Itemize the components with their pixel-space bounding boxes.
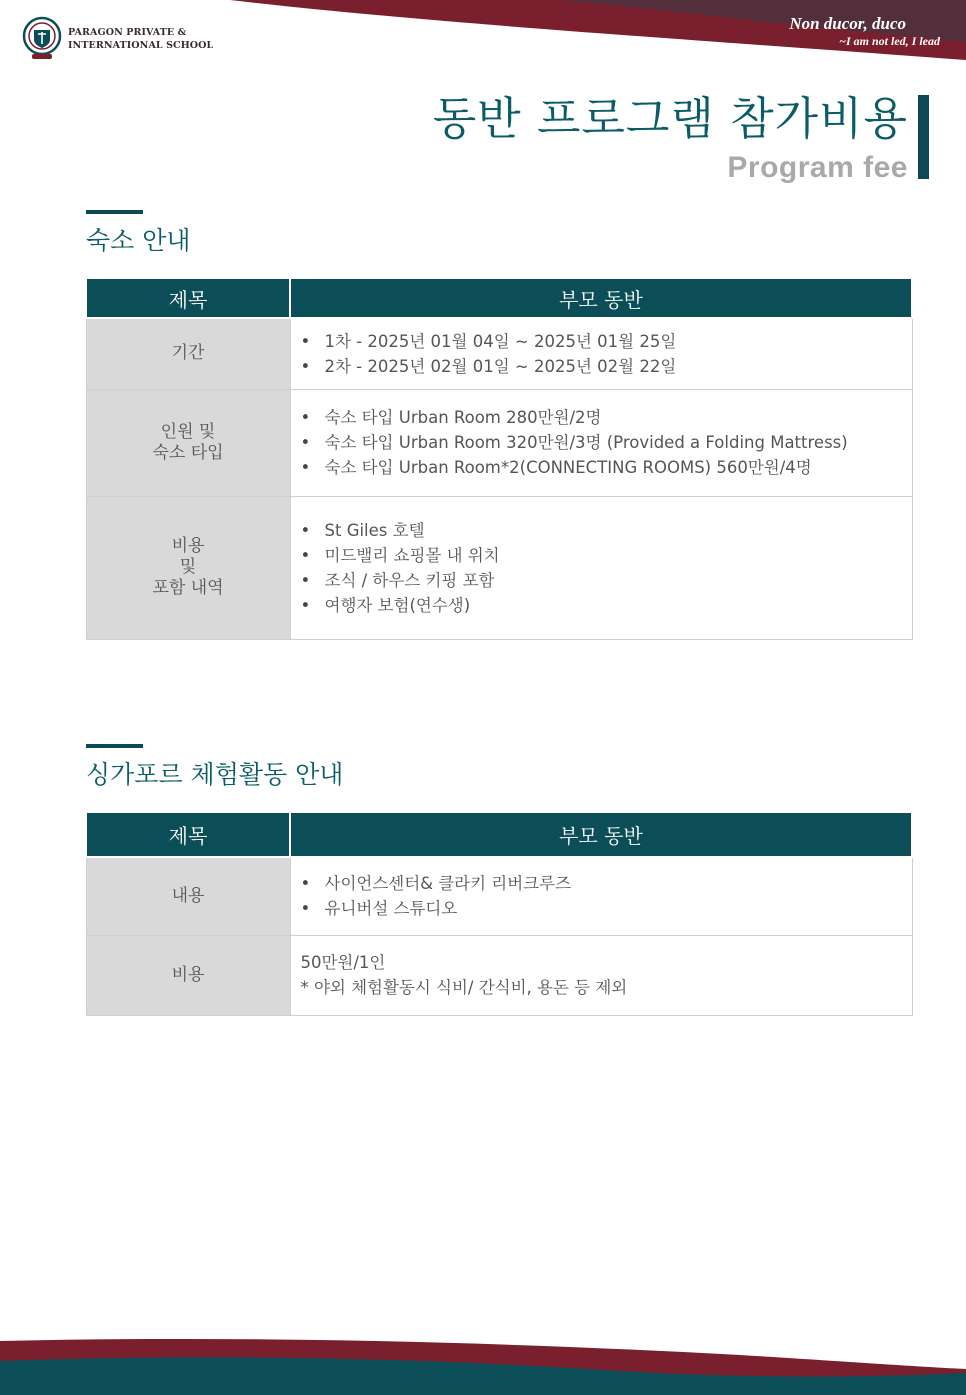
accommodation-table xyxy=(85,279,913,640)
row-label-room-type: 인원 및 숙소 타입 xyxy=(86,389,290,496)
list-item: • 숙소 타입 Urban Room 280만원/2명 xyxy=(301,405,912,430)
table-header-row xyxy=(86,279,912,318)
row-content-room-type xyxy=(290,389,912,496)
column-header-title: 제목 xyxy=(86,813,290,857)
page-subtitle: Program fee xyxy=(727,151,908,184)
row-label-cost: 비용 xyxy=(86,935,290,1015)
row-content-contents xyxy=(290,857,912,935)
table-row-cost xyxy=(86,935,912,1015)
section-divider-accommodation xyxy=(86,210,143,214)
footer-wave-decoration xyxy=(0,1335,966,1395)
list-item: • 미드밸리 쇼핑몰 내 위치 xyxy=(301,543,912,568)
table-row-room-type xyxy=(86,389,912,496)
row-content-cost-inclusions xyxy=(290,496,912,639)
row-label-period: 기간 xyxy=(86,318,290,389)
section-divider-activities xyxy=(86,744,143,748)
list-item: • 유니버설 스튜디오 xyxy=(301,896,912,921)
school-motto xyxy=(789,14,940,48)
motto-latin: Non ducor, duco xyxy=(789,14,906,33)
school-name-line2: INTERNATIONAL SCHOOL xyxy=(68,40,214,51)
table-row-contents xyxy=(86,857,912,935)
title-accent-bar xyxy=(918,95,929,179)
table-header-row xyxy=(86,813,912,857)
list-item: • St Giles 호텔 xyxy=(301,518,912,543)
table-row-period xyxy=(86,318,912,389)
list-item: • 2차 - 2025년 02월 01일 ~ 2025년 02월 22일 xyxy=(301,354,912,379)
row-label-contents: 내용 xyxy=(86,857,290,935)
cost-line: 50만원/1인 xyxy=(300,953,386,972)
row-content-period xyxy=(290,318,912,389)
table-row-cost-inclusions xyxy=(86,496,912,639)
list-item: • 1차 - 2025년 01월 04일 ~ 2025년 01월 25일 xyxy=(301,329,912,354)
column-header-with-parent: 부모 동반 xyxy=(290,813,912,857)
list-item: • 숙소 타입 Urban Room*2(CONNECTING ROOMS) 560만원/4명 xyxy=(301,455,912,480)
row-content-cost xyxy=(290,935,912,1015)
cost-note: * 야외 체험활동시 식비/ 간식비, 용돈 등 제외 xyxy=(300,978,628,997)
list-item: • 사이언스센터& 클라키 리버크루즈 xyxy=(301,871,912,896)
column-header-with-parent: 부모 동반 xyxy=(290,279,912,318)
activities-table xyxy=(85,813,913,1016)
motto-english: ~I am not led, I lead xyxy=(839,34,940,48)
school-crest-logo xyxy=(22,14,62,62)
page-title: 동반 프로그램 참가비용 xyxy=(432,92,908,145)
school-name xyxy=(68,26,213,52)
school-name-line1: PARAGON PRIVATE & xyxy=(68,27,187,38)
list-item: • 숙소 타입 Urban Room 320만원/3명 (Provided a Folding Mattress) xyxy=(301,430,912,455)
row-label-cost-inclusions: 비용 및 포함 내역 xyxy=(86,496,290,639)
section-title-accommodation: 숙소 안내 xyxy=(86,226,191,255)
section-title-activities: 싱가포르 체험활동 안내 xyxy=(86,760,344,789)
list-item: • 여행자 보험(연수생) xyxy=(301,593,912,618)
column-header-title: 제목 xyxy=(86,279,290,318)
page-title-block xyxy=(433,92,908,188)
list-item: • 조식 / 하우스 키핑 포함 xyxy=(301,568,912,593)
